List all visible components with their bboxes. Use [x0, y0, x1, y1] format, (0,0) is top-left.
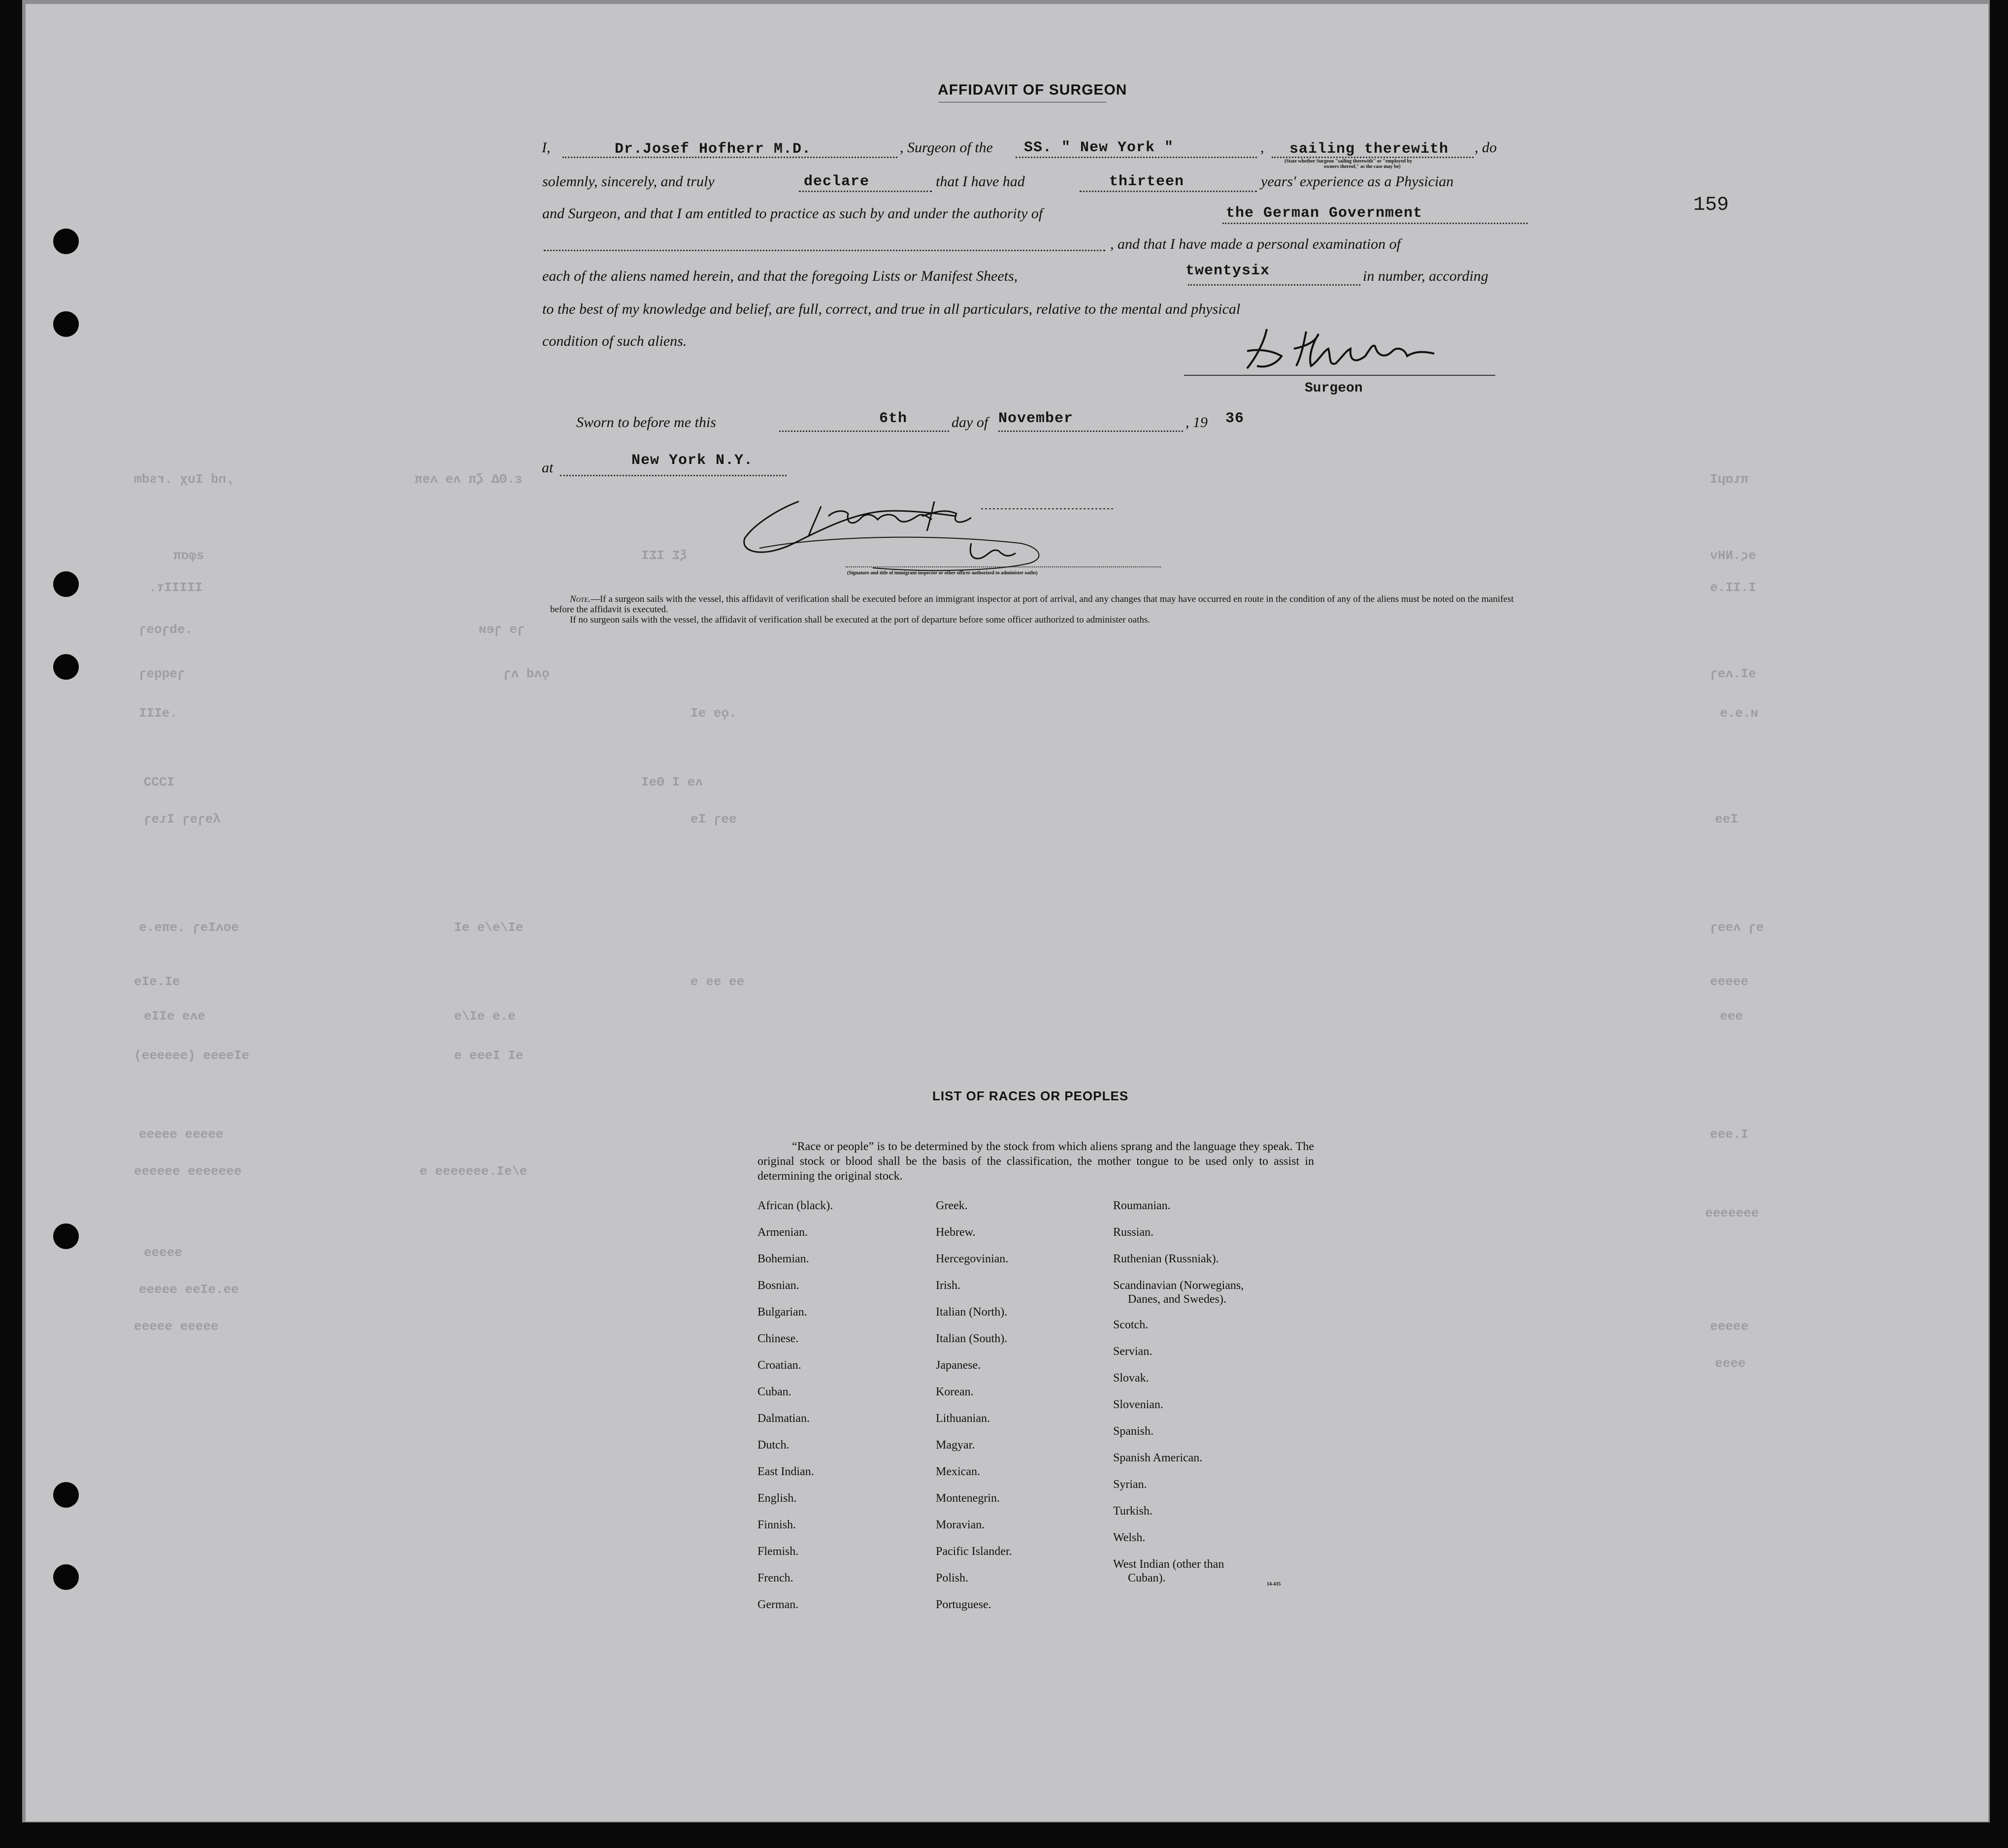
- race-item: Cuban).: [1128, 1572, 1166, 1584]
- race-item: German.: [757, 1598, 799, 1611]
- race-item: Lithuanian.: [936, 1412, 990, 1425]
- race-item: Cuban.: [757, 1386, 791, 1398]
- race-item: French.: [757, 1572, 793, 1584]
- vessel-name: SS. " New York ": [1024, 139, 1174, 156]
- aff-l1-pre: I,: [542, 139, 551, 156]
- form-code: 14-435: [1267, 1582, 1281, 1587]
- document-page: ‚nd Ιυχ .rsdm ε.ΘΔ ζπ ʌɘ ʌɘπ πιαμΙ ƨφσπ ξΣ ΙΣΙ ɘς.ΝΗν ΙΙΙΙΙτ. Ι.ΙΙ.ɘ .ɘbɿoɘɿ ɿɘ ɿeᴎ ɿɘqqɘɿ ǫʌd ʌɿ ɘΙ.ʌɘɿ .ɘΙΙΙ .ǫɘ ɘΙ ᴎ.ɘ.ɘ ƖƆƆƆ ʌɘ Ɩ ΘɘΙ ʎɘɿɘɿ Ιιɘɿ ɘɘɿ Ιɘ Ιɘɘ ɘoʌΙɘɿ .ɘπɘ.ɘ ɘΙ/ɘ/ɘ ɘΙ ɘɿ ʌɘɘɿ ɘΙ.ɘΙɘ ɘɘ ɘɘ ɘ ɘɘɘɘɘ ɘʌɘ ɘΙΙɘ ɘ.ɘ ɘΙ/ɘ ɘɘɘ ɘΙɘɘɘɘ (ɘɘɘɘɘɘ) ɘΙ Ιɘɘɘ ɘ ɘɘɘɘɘ ɘɘɘɘɘ Ι.ɘɘɘ ɘɘɘɘɘɘɘ ɘɘɘɘɘɘ ɘ/ɘΙ.ɘɘɘɘɘɘɘ ɘ ɘɘɘɘɘ ɘɘɘɘɘɘɘ ɘɘ.ɘΙɘɘ ɘɘɘɘɘ ɘɘɘɘɘ ɘɘɘɘɘ ɘɘɘɘɘ ɘɘɘɘ 159 AFFIDAVIT OF SURGEON I, Dr.Josef Hofherr M.D. , Surgeon of the SS. " New York " , sailing therewith , do (State whether Surgeon "sailing therewith" or "employed by owners thereof," as the case may be) solemnly, sincerely, and truly declare that I have had thirteen years' experience as a Physician and Surgeon, and that I am entitled to practice as such by and under the authority of the German Government , and that I have made a personal examination of each of the aliens named herein, and that the foregoing Lists or Manifest Sheets, twentysix in number, according to the best of my knowledge and belief, are full, correct, and true in all particulars, relative to the mental and physical condition of such aliens. Surgeon Sworn to before me this 6th day of November , 19 36 at New York N.Y. (Signature and title of immigrant inspector or other officer authorized to administer oaths) Note.—If a surgeon sails with the vessel, this affidavit of verification shall be executed before an immigrant inspector at port of arrival, and any changes that may have occurred en route in the condition of any of the aliens must be noted on the manifest before the affidavit is executed. If no surgeon sails with the vessel, the affidavit of verification shall be executed at the port of departure before some officer authorized to administer oaths. LIST OF RACES OR PEOPLES “Race or people” is to be determined by the stock from which aliens sprang and the language they speak. The original stock or blood shall be the basis of the classification, the mother tongue to be used only to assist in determining the original stock. African (black). Armenian. Bohemian. Bosnian. Bulgarian. Chinese. Croatian. Cuban. Dalmatian. Dutch. East Indian. English. Finnish. Flemish. French. German. Greek. Hebrew. Hercegovinian. Irish. Italian (North). Italian (South). Japanese. Korean. Lithuanian. Magyar. Mexican. Montenegrin. Moravian. Pacific Islander. Polish. Portuguese. Roumanian. Russian. Ruthenian (Russniak). Scandinavian (Norwegians, Danes, and Swedes). Scotch. Servian. Slovak. Slovenian. Spanish. Spanish American. Syrian. Turkish. Welsh. West Indian (other than Cuban). 14-435: [26, 4, 1988, 1821]
- punch-hole: [53, 1482, 79, 1508]
- race-item: Chinese.: [757, 1332, 799, 1345]
- punch-hole: [53, 1564, 79, 1590]
- race-item: Spanish American.: [1113, 1452, 1203, 1464]
- race-item: Japanese.: [936, 1359, 981, 1372]
- declaration-verb: declare: [804, 173, 870, 190]
- race-item: Dutch.: [757, 1439, 790, 1452]
- aff-l7: condition of such aliens.: [542, 333, 687, 349]
- officer-caption: (Signature and title of immigrant inspector or other officer authorized to administer oaths): [847, 570, 1038, 576]
- punch-hole: [53, 311, 79, 337]
- race-item: Dalmatian.: [757, 1412, 810, 1425]
- race-item: West Indian (other than: [1113, 1558, 1224, 1571]
- status-note-2: owners thereof," as the case may be): [1324, 164, 1401, 169]
- authority: the German Government: [1226, 205, 1423, 222]
- race-item: Danes, and Swedes).: [1128, 1293, 1226, 1306]
- race-item: Bohemian.: [757, 1253, 809, 1265]
- race-item: Polish.: [936, 1572, 969, 1584]
- status-note-1: (State whether Surgeon "sailing therewith" or "employed by: [1284, 159, 1413, 164]
- sworn-month: November: [998, 410, 1074, 427]
- race-item: Irish.: [936, 1279, 960, 1292]
- race-item: Syrian.: [1113, 1478, 1147, 1491]
- race-item: Magyar.: [936, 1439, 975, 1452]
- race-item: Mexican.: [936, 1465, 980, 1478]
- races-col-1: [757, 1199, 833, 1625]
- race-item: Bosnian.: [757, 1279, 799, 1292]
- race-item: Moravian.: [936, 1518, 985, 1531]
- surgeon-name: Dr.Josef Hofherr M.D.: [615, 141, 812, 158]
- aff-l6: to the best of my knowledge and belief, are full, correct, and true in all particulars, relative to the mental and physical: [542, 301, 1241, 317]
- race-item: East Indian.: [757, 1465, 814, 1478]
- race-item: Italian (North).: [936, 1306, 1008, 1319]
- sworn-pre: Sworn to before me this: [576, 414, 716, 430]
- aff-l1-mid: , Surgeon of the: [900, 139, 993, 156]
- years-experience: thirteen: [1109, 173, 1185, 190]
- race-item: Turkish.: [1113, 1505, 1152, 1518]
- race-item: Slovak.: [1113, 1372, 1149, 1385]
- race-item: Croatian.: [757, 1359, 801, 1372]
- race-item: Spanish.: [1113, 1425, 1154, 1438]
- aff-l3-pre: and Surgeon, and that I am entitled to practice as such by and under the authority of: [542, 205, 1043, 222]
- sworn-year: 36: [1225, 410, 1245, 427]
- race-item: Welsh.: [1113, 1531, 1146, 1544]
- surgeon-caption: Surgeon: [1305, 381, 1363, 396]
- page-number: 159: [1693, 194, 1729, 216]
- race-item: Korean.: [936, 1386, 974, 1398]
- race-item: Italian (South).: [936, 1332, 1008, 1345]
- punch-hole: [53, 571, 79, 597]
- surgeon-signature: [1237, 322, 1483, 378]
- affidavit-note: Note.—If a surgeon sails with the vessel, this affidavit of verification shall be executed before an immigrant inspector at port of arrival, and any changes that may have occurred en route in the condition of any of the aliens must be noted on the manifest before the affidavit is executed. If no surgeon sails with the vessel, the affidavit of verification shall be executed at the port of departure before some officer authorized to administer oaths.: [550, 594, 1514, 625]
- race-item: Roumanian.: [1113, 1199, 1171, 1212]
- race-item: Hebrew.: [936, 1226, 976, 1239]
- race-item: Slovenian.: [1113, 1398, 1163, 1411]
- race-item: African (black).: [757, 1199, 833, 1212]
- race-item: Servian.: [1113, 1345, 1152, 1358]
- race-item: Finnish.: [757, 1518, 796, 1531]
- race-item: Montenegrin.: [936, 1492, 1000, 1505]
- race-item: Scotch.: [1113, 1319, 1149, 1331]
- sworn-day: 6th: [879, 410, 908, 427]
- race-item: Hercegovinian.: [936, 1253, 1009, 1265]
- surgeon-status: sailing therewith: [1289, 141, 1449, 158]
- punch-hole: [53, 229, 79, 254]
- sheets-count: twentysix: [1185, 263, 1270, 279]
- races-col-3: [1113, 1199, 1244, 1585]
- race-item: Greek.: [936, 1199, 968, 1212]
- sworn-place: New York N.Y.: [631, 452, 754, 469]
- race-item: Armenian.: [757, 1226, 808, 1239]
- races-title: LIST OF RACES OR PEOPLES: [932, 1089, 1129, 1103]
- aff-l2-pre: solemnly, sincerely, and truly: [542, 173, 715, 190]
- aff-l5-pre: each of the aliens named herein, and that the foregoing Lists or Manifest Sheets,: [542, 268, 1018, 284]
- affidavit-title: AFFIDAVIT OF SURGEON: [938, 82, 1127, 98]
- punch-hole: [53, 1223, 79, 1249]
- race-item: Scandinavian (Norwegians,: [1113, 1279, 1244, 1292]
- race-item: Bulgarian.: [757, 1306, 807, 1319]
- race-item: Ruthenian (Russniak).: [1113, 1253, 1219, 1265]
- race-item: Pacific Islander.: [936, 1545, 1012, 1558]
- race-item: Portuguese.: [936, 1598, 991, 1611]
- race-item: English.: [757, 1492, 797, 1505]
- races-intro: “Race or people” is to be determined by the stock from which aliens sprang and the language they speak. The original stock or blood shall be the basis of the classification, the mother tongue to be used only to assist in determining the original stock.: [757, 1140, 1314, 1183]
- punch-hole: [53, 654, 79, 680]
- race-item: Russian.: [1113, 1226, 1154, 1239]
- race-item: Flemish.: [757, 1545, 799, 1558]
- races-col-2: [936, 1199, 1012, 1625]
